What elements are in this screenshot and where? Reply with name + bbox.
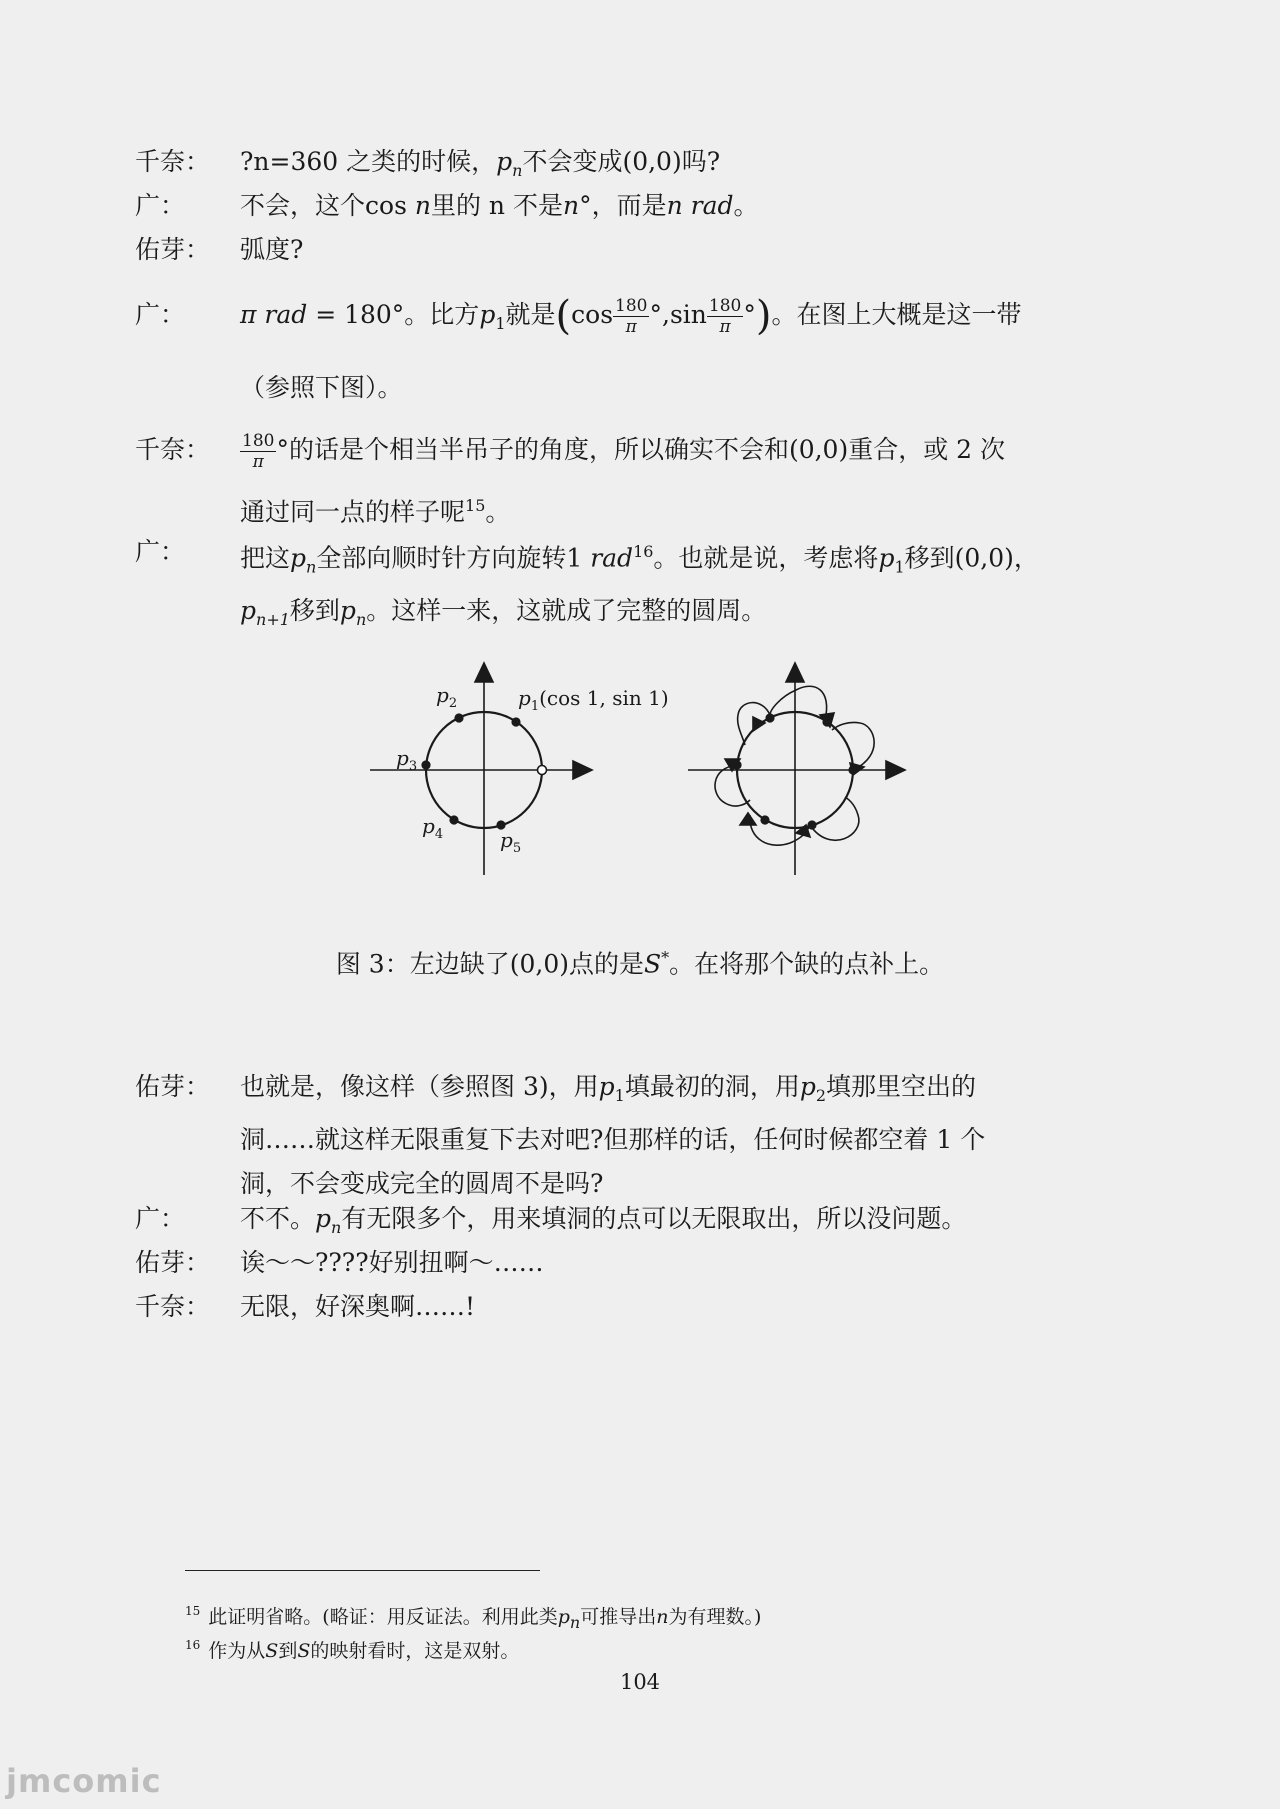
dialogue-text: $\frac{180}{\pi}$ °的话是个相当半吊子的角度，所以确实不会和(0,0)重合，或 2 次 通过同一点的样子呢$^{15}$。 <box>240 431 1006 527</box>
dialogue-text: 弧度? <box>240 235 304 264</box>
loop-arrow-icon <box>740 813 756 825</box>
speaker: 广： <box>135 537 186 566</box>
figure-3 <box>370 655 930 880</box>
fraction: $\frac{180}{\pi}$ <box>708 296 742 337</box>
speaker: 千奈： <box>135 435 211 464</box>
shift-loop <box>810 797 859 840</box>
fraction: $\frac{180}{\pi}$ <box>615 296 648 337</box>
dialogue-text: 把这$p_n$全部向顺时针方向旋转1 rad$^{16}$。也就是说，考虑将$p_1$移到(0,0)， $p_{n+1}$移到$p_n$。这样一来，这就成了完整的圆周。 <box>240 542 1039 630</box>
missing-point-origin <box>538 766 547 775</box>
label-p2: $p_2$ <box>436 683 458 711</box>
footnote-rule <box>185 1570 540 1571</box>
speaker: 佑芽： <box>135 1072 211 1101</box>
point-p1 <box>512 718 520 726</box>
y-axis-arrow-icon <box>475 663 493 682</box>
dialogue-text: 不会，这个cos n里的 n 不是n°，而是n rad。 <box>240 191 759 220</box>
label-p5: $p_5$ <box>500 828 522 856</box>
point-p3 <box>422 761 430 769</box>
footnote-15: $^{15}$ 此证明省略。(略证：用反证法。利用此类$p_n$可推导出n为有理数。) <box>185 1604 762 1632</box>
x-axis-arrow-icon <box>573 761 592 779</box>
page-number: 104 <box>619 1670 661 1694</box>
speaker: 广： <box>135 191 186 220</box>
label-p3: $p_3$ <box>396 746 418 774</box>
x-axis-arrow-icon <box>886 761 905 779</box>
fraction: $\frac{180}{\pi}$ <box>242 431 275 472</box>
dialogue-text: 无限，好深奥啊……! <box>240 1292 476 1321</box>
watermark-logo: jmcomic <box>6 1762 162 1800</box>
speaker: 千奈： <box>135 1292 211 1321</box>
y-axis-arrow-icon <box>786 663 804 682</box>
dialogue-text: 诶～～????好别扭啊～…… <box>240 1248 544 1277</box>
footnote-16: $^{16}$ 作为从S到S的映射看时，这是双射。 <box>185 1638 520 1662</box>
speaker: 佑芽： <box>135 1248 211 1277</box>
dialogue-text: π rad = 180°。比方$p_1$就是(cos $\frac{180}{\pi}$ °,sin $\frac{180}{\pi}$ °)。在图上大概是这一带 （参照下图）。 <box>240 293 1022 402</box>
label-p4: $p_4$ <box>422 814 444 842</box>
point-p4 <box>450 816 458 824</box>
point-p2 <box>455 714 463 722</box>
loop-arrow-icon <box>753 717 765 731</box>
right-circle-diagram <box>688 663 905 875</box>
dialogue-text: ?n=360 之类的时候，$p_n$不会变成(0,0)吗? <box>240 147 721 180</box>
figure-caption: 图 3：左边缺了(0,0)点的是S*。在将那个缺的点补上。 <box>335 948 945 979</box>
speaker: 千奈： <box>135 147 211 176</box>
speaker: 广： <box>135 1204 186 1233</box>
speaker: 广： <box>135 300 186 329</box>
speaker: 佑芽： <box>135 235 211 264</box>
dialogue-text: 不不。$p_n$有无限多个，用来填洞的点可以无限取出，所以没问题。 <box>240 1204 967 1237</box>
dialogue-text: 也就是，像这样（参照图 3)，用$p_1$填最初的洞，用$p_2$填那里空出的 洞……就这样无限重复下去对吧?但那样的话，任何时候都空着 1 个 洞，不会变成完全的圆周不是吗? <box>240 1072 986 1198</box>
label-p1: $p_1(\cos$ 1, sin 1) <box>518 686 669 714</box>
